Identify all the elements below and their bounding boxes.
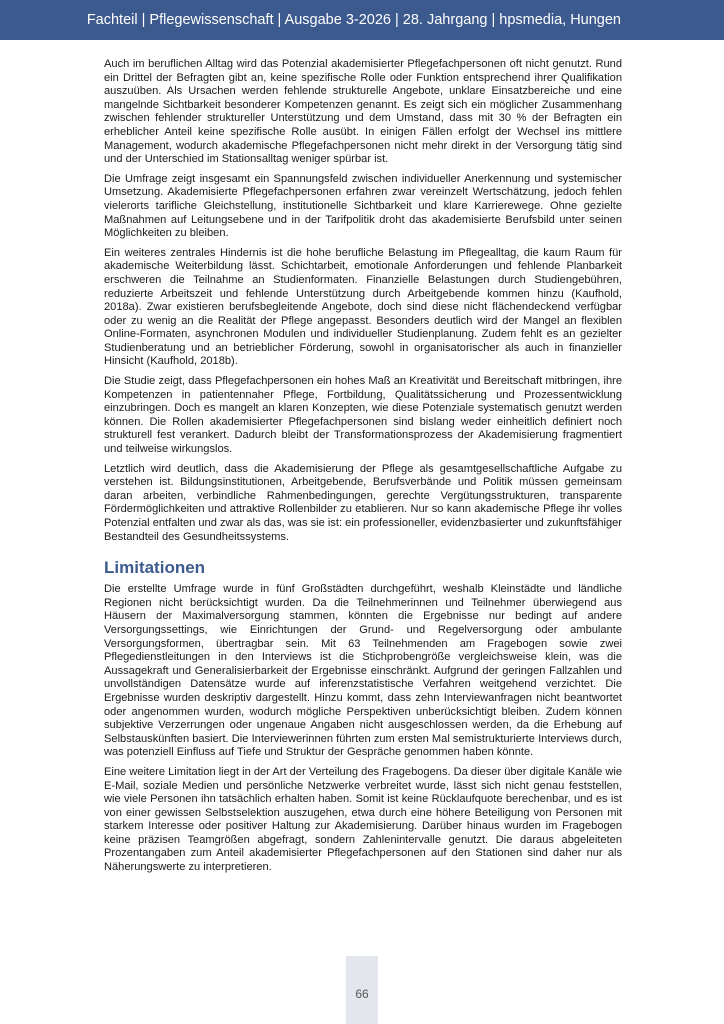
article-body (104, 58, 622, 881)
running-header (0, 0, 724, 40)
page-number-tab (346, 956, 378, 1024)
limitations-paragraph: Die erstellte Umfrage wurde in fünf Großstädten durchgeführt, weshalb Kleinstädte und ländliche Regionen nicht berücksichtigt wurden. Da die Teilnehmerinnen und Teilnehmer überwiegend aus Häusern der Maximalversorgung stammen, könnten die Ergebnisse nur bedingt auf andere Versorgungssettings, wie Einrichtungen der Grund- und Regelversorgung oder ambulante Versorgungsformen, übertragbar sein. Mit 63 Teilnehmenden am Fragebogen sowie zwei Pflegedienstleitungen in den Interviews ist die Stichprobengröße vergleichsweise klein, was die Aussagekraft und Generalisierbarkeit der Ergebnisse einschränkt. Aufgrund der geringen Fallzahlen und unvollständigen Datensätze wurde auf inferenzstatistische Verfahren weitgehend verzichtet. Die Ergebnisse wurden deskriptiv dargestellt. Hinzu kommt, dass zehn Interviewanfragen nicht beantwortet oder angenommen wurden, wodurch mögliche Perspektiven unberücksichtigt bleiben. Zudem können subjektive Verzerrungen oder ungenaue Angaben nicht ausgeschlossen werden, da die Erhebung auf Selbstauskünften basiert. Die Interviewerinnen führten zum ersten Mal semistrukturierte Interviews durch, was potenziell Einfluss auf Tiefe und Struktur der Gespräche genommen haben könnte. (104, 583, 622, 759)
body-paragraph: Ein weiteres zentrales Hindernis ist die hohe berufliche Belastung im Pflegealltag, die kaum Raum für akademische Weiterbildung lässt. Schichtarbeit, emotionale Anforderungen und fehlende Planbarkeit erschweren die Teilnahme an Studienformaten. Finanzielle Belastungen durch Studiengebühren, reduzierte Arbeitszeit und fehlende Unterstützung durch Arbeitgebende kommen hinzu (Kaufhold, 2018a). Zwar existieren berufsbegleitende Angebote, doch sind diese nicht flächendeckend verfügbar oder zu wenig an die Realität der Pflege angepasst. Besonders deutlich wird der Mangel an flexiblen Online-Formaten, asynchronen Modulen und individueller Studienplanung. Zudem fehlt es an gezielter Studienberatung und an betrieblicher Förderung, sowohl in organisatorischer als auch in finanzieller Hinsicht (Kaufhold, 2018b). (104, 246, 622, 368)
body-paragraph: Auch im beruflichen Alltag wird das Potenzial akademisierter Pflegefachpersonen oft nicht genutzt. Rund ein Drittel der Befragten gibt an, keine spezifische Rolle oder Funktion entsprechend ihrer Qualifikation auszuüben. Als Ursachen werden fehlende strukturelle Angebote, unklare Einsatzbereiche und eine mangelnde Sichtbarkeit besonderer Kompetenzen genannt. Es zeigt sich ein möglicher Zusammenhang zwischen fehlender struktureller Unterstützung und dem Umstand, dass mit 30 % der Befragten ein erheblicher Anteil keine spezifische Rolle ausübt. In einigen Fällen erfolgt der Wechsel ins mittlere Management, wodurch akademische Pflegefachpersonen nicht mehr direkt in der Versorgung tätig sind und der Unterschied im Stationsalltag weniger spürbar ist. (104, 58, 622, 166)
page-number: 66 (355, 987, 369, 1001)
section-heading-limitations: Limitationen (104, 558, 206, 578)
body-paragraph: Die Studie zeigt, dass Pflegefachpersonen ein hohes Maß an Kreativität und Bereitschaft mitbringen, ihre Kompetenzen in patientennaher Pflege, Fortbildung, Qualitätssicherung und Prozessentwicklung einzubringen. Doch es mangelt an klaren Konzepten, wie diese Potenziale systematisch genutzt werden können. Die Rollen akademisierter Pflegefachpersonen sind bislang weder einheitlich definiert noch strukturell fest verankert. Dadurch bleibt der Transformationsprozess der Akademisierung fragmentiert und teilweise wirkungslos. (104, 375, 622, 456)
limitations-paragraph: Eine weitere Limitation liegt in der Art der Verteilung des Fragebogens. Da dieser über digitale Kanäle wie E-Mail, soziale Medien und persönliche Netzwerke verbreitet wurde, lässt sich nicht genau feststellen, wie viele Personen ihn tatsächlich erhalten haben. Somit ist keine Rücklaufquote berechenbar, und es ist von einer gewissen Selbstselektion auszugehen, etwa durch eine höhere Beteiligung von Personen mit starkem Interesse oder positiver Haltung zur Akademisierung. Darüber hinaus wurden im Fragebogen keine präzisen Teamgrößen abgefragt, sondern Zahlenintervalle genutzt. Die daraus abgeleiteten Prozentangaben zum Anteil akademisierter Pflegefachpersonen auf den Stationen sind daher nur als Näherungswerte zu interpretieren. (104, 765, 623, 874)
running-head-text: Fachteil | Pflegewissenschaft | Ausgabe 3-2026 | 28. Jahrgang | hpsmedia, Hungen (86, 12, 621, 28)
body-paragraph: Letztlich wird deutlich, dass die Akademisierung der Pflege als gesamtgesellschaftliche Aufgabe zu verstehen ist. Bildungsinstitutionen, Arbeitgebende, Berufsverbände und Politik müssen gemeinsam daran arbeiten, verbindliche Rahmenbedingungen, gerechte Vergütungsstrukturen, transparente Fördermöglichkeiten und attraktive Rollenbilder zu etablieren. Nur so kann akademische Pflege ihr volles Potenzial entfalten und zwar als das, was sie ist: ein professioneller, evidenzbasierter und zukunftsfähiger Bestandteil des Gesundheitssystems. (104, 462, 622, 543)
body-paragraph: Die Umfrage zeigt insgesamt ein Spannungsfeld zwischen individueller Anerkennung und systemischer Umsetzung. Akademisierte Pflegefachpersonen erfahren zwar vereinzelt Wertschätzung, jedoch fehlen vielerorts tarifliche Gleichstellung, institutionelle Sichtbarkeit und klare Karrierewege. Ohne gezielte Maßnahmen auf Leitungsebene und in der Tarifpolitik droht das akademisierte Berufsbild unter seinen Möglichkeiten zu bleiben. (104, 172, 622, 240)
